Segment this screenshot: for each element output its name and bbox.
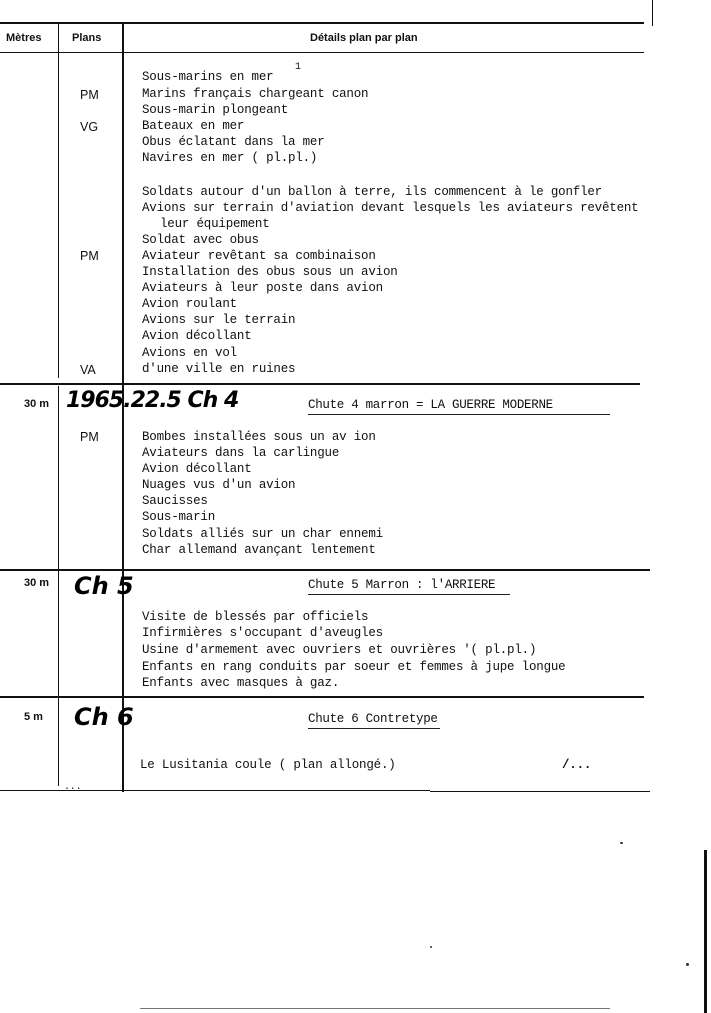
header-metres: Mètres: [6, 32, 42, 44]
shot-line: Sous-marins en mer: [142, 70, 274, 84]
scan-speck: [620, 842, 623, 844]
right-page-edge: [704, 850, 707, 1013]
shot-line: Avion roulant: [142, 297, 237, 311]
shot-line: Enfants en rang conduits par soeur et femmes à jupe longue: [142, 660, 566, 674]
plan-label: VA: [80, 363, 96, 377]
shot-line: Char allemand avançant lentement: [142, 543, 376, 557]
shot-line: Soldat avec obus: [142, 233, 259, 247]
shot-line: Soldats autour d'un ballon à terre, ils commencent à le gonfler: [142, 185, 602, 199]
shot-line: Aviateurs à leur poste dans avion: [142, 281, 383, 295]
handwritten-reference: Ch 5: [74, 572, 134, 600]
header-rule: [0, 52, 644, 53]
bottom-rule-right: [430, 791, 650, 792]
plan-label: PM: [80, 430, 99, 444]
shot-line: Visite de blessés par officiels: [142, 610, 369, 624]
shot-line: Avions en vol: [142, 346, 237, 360]
shot-line: Bateaux en mer: [142, 119, 245, 133]
shot-line: leur équipement: [160, 217, 270, 231]
shot-line: Marins français chargeant canon: [142, 87, 369, 101]
footer-dots: ...: [64, 782, 82, 793]
shot-line: d'une ville en ruines: [142, 362, 296, 376]
footnote-mark: 1: [295, 62, 301, 73]
top-rule: [0, 22, 644, 24]
scan-speck: [430, 946, 432, 948]
chute-title-underline: [308, 728, 440, 729]
shot-line: Nuages vus d'un avion: [142, 478, 296, 492]
section-metres: 30 m: [24, 398, 50, 410]
section-rule-1: [0, 383, 640, 385]
chute-title: Chute 6 Contretype: [308, 712, 438, 726]
shot-line: Avion décollant: [142, 329, 252, 343]
shot-line: Installation des obus sous un avion: [142, 265, 398, 279]
shot-line: Avions sur terrain d'aviation devant lesquels les aviateurs revêtent: [142, 201, 639, 215]
shot-line: Navires en mer ( pl.pl.): [142, 151, 318, 165]
shot-line: Obus éclatant dans la mer: [142, 135, 325, 149]
shot-line: Soldats alliés sur un char ennemi: [142, 527, 383, 541]
section-rule-3: [0, 696, 644, 698]
shot-line: Usine d'armement avec ouvriers et ouvrières '( pl.pl.): [142, 643, 537, 657]
shot-line: Sous-marin: [142, 510, 216, 524]
shot-line: Le Lusitania coule ( plan allongé.): [140, 758, 396, 772]
section-metres: 30 m: [24, 577, 50, 589]
bottom-scan-edge: [140, 1008, 610, 1009]
column-divider-1: [58, 22, 59, 378]
continuation-mark: /...: [562, 758, 592, 772]
chute-title-underline: [308, 594, 510, 595]
header-plans: Plans: [72, 32, 102, 44]
chute-title-underline: [308, 414, 610, 415]
shot-line: Avion décollant: [142, 462, 252, 476]
header-details: Détails plan par plan: [310, 32, 418, 44]
chute-title: Chute 5 Marron : l'ARRIERE: [308, 578, 496, 592]
shot-line: Sous-marin plongeant: [142, 103, 289, 117]
handwritten-reference: Ch 6: [74, 703, 134, 731]
right-edge-mark: [652, 0, 653, 26]
section-rule-2: [0, 569, 650, 571]
shot-line: Enfants avec masques à gaz.: [142, 676, 340, 690]
shot-line: Infirmières s'occupant d'aveugles: [142, 626, 383, 640]
scan-speck: [686, 963, 689, 966]
plan-label: PM: [80, 249, 99, 263]
shot-line: Aviateurs dans la carlingue: [142, 446, 340, 460]
column-divider-1b: [58, 386, 59, 786]
shot-line: Saucisses: [142, 494, 208, 508]
plan-label: PM: [80, 88, 99, 102]
shot-line: Bombes installées sous un av ion: [142, 430, 376, 444]
shot-line: Avions sur le terrain: [142, 313, 296, 327]
shot-line: Aviateur revêtant sa combinaison: [142, 249, 376, 263]
section-metres: 5 m: [24, 711, 43, 723]
handwritten-reference: 1965.22.5 Ch 4: [66, 388, 239, 413]
plan-label: VG: [80, 120, 99, 134]
chute-title: Chute 4 marron = LA GUERRE MODERNE: [308, 398, 553, 412]
